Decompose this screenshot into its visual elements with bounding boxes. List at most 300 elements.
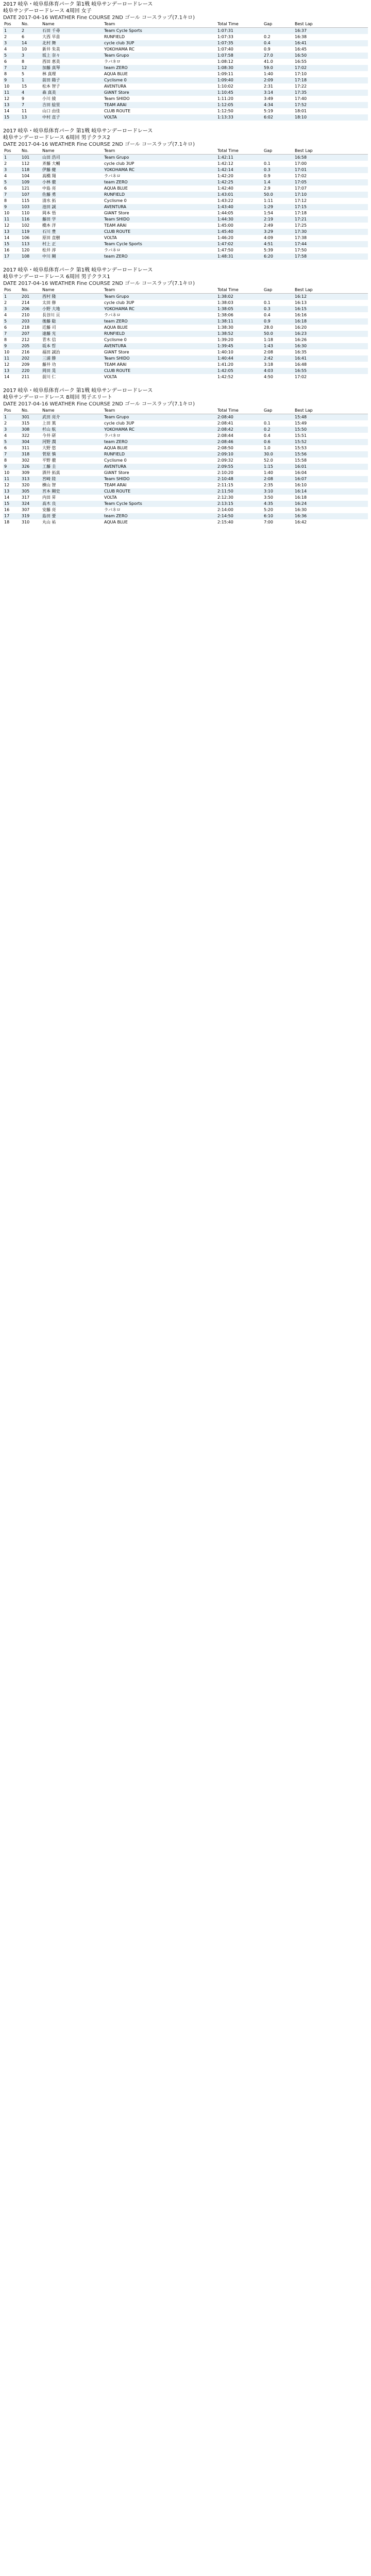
table-cell: 5 xyxy=(3,439,21,445)
race-meta: DATE 2017-04-16 WEATHER Fine COURSE 2ND ゴール コースラップ(7.1キロ) xyxy=(3,142,195,147)
table-cell: 17:50 xyxy=(294,247,368,253)
table-row xyxy=(3,198,368,204)
table-cell: 林 真理 xyxy=(41,71,103,77)
table-cell: 16:07 xyxy=(294,476,368,482)
table-cell: 1:09:40 xyxy=(216,77,263,83)
table-cell: 14 xyxy=(21,40,41,46)
table-cell: 前川 仁 xyxy=(41,374,103,380)
table-cell: 315 xyxy=(21,420,41,427)
results-page xyxy=(0,0,371,534)
table-cell: 9 xyxy=(21,96,41,102)
table-cell: 7 xyxy=(3,192,21,198)
table-cell: 1:45:00 xyxy=(216,223,263,229)
table-cell: 2 xyxy=(3,300,21,306)
table-row xyxy=(3,451,368,457)
table-cell: 大西 早苗 xyxy=(41,34,103,40)
table-row xyxy=(3,355,368,362)
table-row xyxy=(3,414,368,421)
table-cell: 2:19 xyxy=(263,216,294,223)
category-title: 岐阜サンデーロードレース 6周回 男子クラス1 xyxy=(3,274,110,280)
table-cell: cycle club 3UP xyxy=(103,40,216,46)
table-cell: 17:12 xyxy=(294,198,368,204)
column-header: Gap xyxy=(263,21,294,28)
table-cell: 313 xyxy=(21,476,41,482)
table-row xyxy=(3,40,368,46)
table-row xyxy=(3,501,368,507)
table-cell: AVENTURA xyxy=(103,83,216,90)
table-cell: 16:26 xyxy=(294,337,368,343)
table-cell: VOLTA xyxy=(103,114,216,121)
table-cell: 15 xyxy=(21,83,41,90)
table-cell: 1:38:52 xyxy=(216,331,263,337)
table-cell: 106 xyxy=(21,235,41,241)
table-cell: 220 xyxy=(21,368,41,374)
table-cell: 工藤 圭 xyxy=(41,464,103,470)
table-cell: 吉田 絵里 xyxy=(41,102,103,108)
column-header: Pos xyxy=(3,408,21,414)
table-row xyxy=(3,229,368,235)
table-row xyxy=(3,71,368,77)
table-cell: 112 xyxy=(21,161,41,167)
table-cell: 16:10 xyxy=(294,482,368,488)
table-cell: 108 xyxy=(21,253,41,260)
table-cell: 7:00 xyxy=(263,519,294,526)
column-header: Total Time xyxy=(216,287,263,294)
column-header: Best Lap xyxy=(294,408,368,414)
table-cell: 後藤 聡 xyxy=(41,318,103,325)
table-cell: 1:41:20 xyxy=(216,362,263,368)
table-cell: cycle club 3UP xyxy=(103,300,216,306)
table-cell: 6:10 xyxy=(263,513,294,519)
table-cell: 1:44:05 xyxy=(216,210,263,216)
table-cell: 7 xyxy=(3,451,21,457)
table-cell: 17:30 xyxy=(294,229,368,235)
table-cell: 2:10:20 xyxy=(216,470,263,476)
table-row xyxy=(3,362,368,368)
table-cell: 1:42:52 xyxy=(216,374,263,380)
table-cell: 斉藤 大輔 xyxy=(41,161,103,167)
table-cell: 16:13 xyxy=(294,300,368,306)
table-cell: 1:47:02 xyxy=(216,241,263,247)
table-cell: 15:48 xyxy=(294,414,368,421)
table-cell: AVENTURA xyxy=(103,204,216,210)
table-cell: 119 xyxy=(21,229,41,235)
table-cell: AVENTURA xyxy=(103,464,216,470)
table-cell: 河野 潤 xyxy=(41,439,103,445)
table-cell: 1:11:20 xyxy=(216,96,263,102)
table-cell: Team SHIDO xyxy=(103,476,216,482)
table-cell: 5 xyxy=(3,318,21,325)
table-cell: 0.4 xyxy=(263,40,294,46)
table-cell: 16 xyxy=(3,507,21,513)
table-cell: 4 xyxy=(21,90,41,96)
table-cell: 207 xyxy=(21,331,41,337)
table-cell: 1:39:20 xyxy=(216,337,263,343)
table-cell: 4 xyxy=(3,173,21,179)
table-cell: 2:08:40 xyxy=(216,414,263,421)
table-cell: Cyclisme 0 xyxy=(103,337,216,343)
table-cell: 2:08:50 xyxy=(216,445,263,451)
table-cell: 10 xyxy=(3,210,21,216)
table-cell: 0.1 xyxy=(263,161,294,167)
results-section xyxy=(3,128,368,260)
table-row xyxy=(3,114,368,121)
table-cell: 1:08:12 xyxy=(216,59,263,65)
table-row xyxy=(3,445,368,451)
table-cell: ラバネロ xyxy=(103,433,216,439)
table-cell: 1:09:11 xyxy=(216,71,263,77)
table-cell: VOLTA xyxy=(103,495,216,501)
table-cell: 50.0 xyxy=(263,331,294,337)
table-cell: 10 xyxy=(3,349,21,355)
table-cell: 1:42:14 xyxy=(216,167,263,173)
table-cell: Team Grupo xyxy=(103,155,216,161)
results-table xyxy=(3,408,368,526)
table-cell: 2:42 xyxy=(263,355,294,362)
table-cell: 2 xyxy=(3,34,21,40)
table-cell: RUNFIELD xyxy=(103,34,216,40)
table-header-row xyxy=(3,21,368,28)
table-cell: 4 xyxy=(3,312,21,318)
table-cell: 1:07:58 xyxy=(216,53,263,59)
table-cell: CLUB ROUTE xyxy=(103,488,216,495)
table-cell: 17 xyxy=(3,253,21,260)
table-cell: 16:04 xyxy=(294,470,368,476)
table-row xyxy=(3,318,368,325)
table-row xyxy=(3,343,368,349)
table-cell: 11 xyxy=(3,90,21,96)
table-cell: 104 xyxy=(21,173,41,179)
table-cell: 17:01 xyxy=(294,167,368,173)
table-cell: 中川 剛 xyxy=(41,253,103,260)
table-cell: 16:58 xyxy=(294,155,368,161)
table-cell: CLUB ROUTE xyxy=(103,229,216,235)
table-cell: 15:49 xyxy=(294,420,368,427)
table-cell: 17:02 xyxy=(294,65,368,71)
table-cell: 池田 誠 xyxy=(41,204,103,210)
column-header: Name xyxy=(41,287,103,294)
table-cell: GIANT Store xyxy=(103,470,216,476)
table-header-row xyxy=(3,408,368,414)
table-cell: 6 xyxy=(3,445,21,451)
table-cell: 6 xyxy=(3,325,21,331)
table-cell: 18 xyxy=(3,519,21,526)
table-cell: 1:10:02 xyxy=(216,83,263,90)
table-cell: 0.2 xyxy=(263,427,294,433)
table-cell: 今井 研 xyxy=(41,433,103,439)
table-cell: 212 xyxy=(21,337,41,343)
table-cell: 1:44:30 xyxy=(216,216,263,223)
table-row xyxy=(3,294,368,300)
table-cell: 坂上 奈々 xyxy=(41,53,103,59)
table-cell: 1:38:06 xyxy=(216,312,263,318)
table-row xyxy=(3,507,368,513)
table-cell: 322 xyxy=(21,433,41,439)
table-cell: 16:35 xyxy=(294,349,368,355)
table-cell: 13 xyxy=(3,102,21,108)
table-cell: 103 xyxy=(21,204,41,210)
table-cell: 1:46:20 xyxy=(216,235,263,241)
table-cell: 清水 拓 xyxy=(41,198,103,204)
table-cell: 5 xyxy=(3,179,21,185)
table-cell: VOLTA xyxy=(103,235,216,241)
table-cell: 3 xyxy=(3,306,21,312)
table-cell: 2:31 xyxy=(263,83,294,90)
table-cell: 西田 恵美 xyxy=(41,59,103,65)
table-cell: 山田 浩司 xyxy=(41,155,103,161)
table-cell: 0.9 xyxy=(263,173,294,179)
table-cell: 杉山 航 xyxy=(41,427,103,433)
table-cell: 2:12:30 xyxy=(216,495,263,501)
table-cell: 1.4 xyxy=(263,179,294,185)
table-cell: 1:29 xyxy=(263,204,294,210)
table-row xyxy=(3,325,368,331)
table-cell: 2:08:41 xyxy=(216,420,263,427)
column-header: Pos xyxy=(3,21,21,28)
table-cell: 2:14:00 xyxy=(216,507,263,513)
table-cell: 0.6 xyxy=(263,439,294,445)
table-cell: 11 xyxy=(3,476,21,482)
table-cell: 41.0 xyxy=(263,59,294,65)
table-row xyxy=(3,464,368,470)
table-row xyxy=(3,337,368,343)
table-cell: 203 xyxy=(21,318,41,325)
table-row xyxy=(3,241,368,247)
table-cell: CLUB ROUTE xyxy=(103,108,216,114)
table-cell: 1:11 xyxy=(263,198,294,204)
table-cell: 118 xyxy=(21,167,41,173)
table-cell: 小野 大地 xyxy=(41,306,103,312)
table-cell: 116 xyxy=(21,216,41,223)
table-row xyxy=(3,46,368,53)
results-section xyxy=(3,387,368,526)
table-row xyxy=(3,235,368,241)
table-cell: team ZERO xyxy=(103,65,216,71)
table-row xyxy=(3,247,368,253)
table-row xyxy=(3,253,368,260)
table-cell: CLUB ROUTE xyxy=(103,368,216,374)
table-cell: 近藤 司 xyxy=(41,325,103,331)
table-cell: 16:18 xyxy=(294,318,368,325)
table-cell: 13 xyxy=(3,368,21,374)
table-cell: Cyclisme 0 xyxy=(103,457,216,464)
table-cell: 16:50 xyxy=(294,53,368,59)
results-table xyxy=(3,21,368,121)
table-cell: 17:52 xyxy=(294,102,368,108)
table-cell: 平野 徹 xyxy=(41,457,103,464)
table-cell: 1:38:03 xyxy=(216,300,263,306)
table-cell: 6 xyxy=(3,59,21,65)
table-cell: 2:13:15 xyxy=(216,501,263,507)
table-cell: 0.2 xyxy=(263,34,294,40)
table-row xyxy=(3,185,368,192)
table-cell: TEAM ARAI xyxy=(103,102,216,108)
table-cell: AQUA BLUE xyxy=(103,71,216,77)
table-cell: 1:18 xyxy=(263,337,294,343)
table-cell: 18:01 xyxy=(294,108,368,114)
table-cell: 4:09 xyxy=(263,235,294,241)
table-row xyxy=(3,368,368,374)
column-header: Total Time xyxy=(216,408,263,414)
table-cell: 16:55 xyxy=(294,368,368,374)
table-cell: 2.9 xyxy=(263,185,294,192)
table-cell: 12 xyxy=(3,362,21,368)
table-cell: 18:10 xyxy=(294,114,368,121)
table-row xyxy=(3,433,368,439)
table-cell: 16:38 xyxy=(294,34,368,40)
table-cell: 1:54 xyxy=(263,210,294,216)
table-cell: 6:02 xyxy=(263,114,294,121)
table-row xyxy=(3,161,368,167)
column-header: Pos xyxy=(3,148,21,155)
table-cell: 1:42:12 xyxy=(216,161,263,167)
table-cell: Team SHIDO xyxy=(103,216,216,223)
column-header: Name xyxy=(41,148,103,155)
table-cell: 320 xyxy=(21,482,41,488)
table-cell: 1:40 xyxy=(263,71,294,77)
column-header: Best Lap xyxy=(294,21,368,28)
table-cell xyxy=(263,294,294,300)
table-cell: 2 xyxy=(3,161,21,167)
table-cell: cycle club 3UP xyxy=(103,420,216,427)
table-cell: ラバネロ xyxy=(103,507,216,513)
table-cell: 福田 誠治 xyxy=(41,349,103,355)
table-cell: 17:00 xyxy=(294,161,368,167)
table-cell: 17:18 xyxy=(294,77,368,83)
table-cell: 小川 綾 xyxy=(41,96,103,102)
table-cell: 2:14:50 xyxy=(216,513,263,519)
table-cell: 17:21 xyxy=(294,216,368,223)
table-cell: 1:13:33 xyxy=(216,114,263,121)
table-row xyxy=(3,108,368,114)
table-cell: 大野 悠 xyxy=(41,445,103,451)
table-cell: 4 xyxy=(3,46,21,53)
table-cell: 8 xyxy=(3,457,21,464)
column-header: Gap xyxy=(263,148,294,155)
table-cell: 205 xyxy=(21,343,41,349)
table-cell: 1:38:02 xyxy=(216,294,263,300)
table-cell: 2:08 xyxy=(263,349,294,355)
table-cell: 16:30 xyxy=(294,507,368,513)
table-cell: 209 xyxy=(21,362,41,368)
table-row xyxy=(3,349,368,355)
table-cell: 7 xyxy=(3,331,21,337)
table-cell: YOKOHAMA RC xyxy=(103,46,216,53)
table-cell: 5:19 xyxy=(263,108,294,114)
table-cell: TEAM ARAI xyxy=(103,482,216,488)
table-row xyxy=(3,210,368,216)
column-header: Gap xyxy=(263,408,294,414)
table-cell: 1:39:45 xyxy=(216,343,263,349)
table-cell: 1 xyxy=(3,155,21,161)
table-cell: 11 xyxy=(3,216,21,223)
table-cell: 28.0 xyxy=(263,325,294,331)
table-cell: 15 xyxy=(3,114,21,121)
table-cell: 伊藤 健 xyxy=(41,167,103,173)
table-cell: 内田 昇 xyxy=(41,495,103,501)
table-cell: 14 xyxy=(3,108,21,114)
table-cell: 4:50 xyxy=(263,374,294,380)
table-cell: 318 xyxy=(21,451,41,457)
table-cell: 武田 亮介 xyxy=(41,414,103,421)
table-cell: 0.4 xyxy=(263,312,294,318)
table-cell: 107 xyxy=(21,192,41,198)
table-cell: 27.0 xyxy=(263,53,294,59)
table-cell: 17:07 xyxy=(294,185,368,192)
table-cell: 16:48 xyxy=(294,362,368,368)
table-row xyxy=(3,216,368,223)
table-row xyxy=(3,476,368,482)
table-cell: 松本 智子 xyxy=(41,83,103,90)
race-meta: DATE 2017-04-16 WEATHER Fine COURSE 2ND ゴール コースラップ(7.1キロ) xyxy=(3,281,195,286)
table-cell: 高橋 翔 xyxy=(41,173,103,179)
table-cell: 50.0 xyxy=(263,192,294,198)
table-cell: 0.1 xyxy=(263,300,294,306)
table-cell: GIANT Store xyxy=(103,349,216,355)
table-row xyxy=(3,179,368,185)
table-cell: 16:16 xyxy=(294,312,368,318)
table-cell: 9 xyxy=(3,343,21,349)
table-cell: 4:34 xyxy=(263,102,294,108)
table-cell: 1:43:22 xyxy=(216,198,263,204)
table-cell: 1:15 xyxy=(263,464,294,470)
table-cell: 16:01 xyxy=(294,464,368,470)
table-cell: 17:02 xyxy=(294,374,368,380)
table-row xyxy=(3,83,368,90)
table-row xyxy=(3,77,368,83)
table-cell: 1:07:31 xyxy=(216,28,263,35)
table-cell: 2 xyxy=(3,420,21,427)
table-cell: 0.9 xyxy=(263,46,294,53)
table-cell: 0.3 xyxy=(263,306,294,312)
table-cell: 4:03 xyxy=(263,368,294,374)
table-cell: RUNFIELD xyxy=(103,331,216,337)
table-cell: 17:22 xyxy=(294,83,368,90)
results-table xyxy=(3,287,368,380)
table-cell: 2:11:15 xyxy=(216,482,263,488)
column-header: No. xyxy=(21,287,41,294)
table-cell: 12 xyxy=(21,65,41,71)
table-row xyxy=(3,173,368,179)
table-cell: 16:23 xyxy=(294,331,368,337)
table-cell: 115 xyxy=(21,198,41,204)
table-cell: TEAM ARAI xyxy=(103,223,216,229)
table-cell: Team SHIDO xyxy=(103,355,216,362)
table-cell: 3:49 xyxy=(263,96,294,102)
table-cell: 2:08:46 xyxy=(216,439,263,445)
table-cell xyxy=(263,414,294,421)
table-cell: 1:42:05 xyxy=(216,368,263,374)
table-cell: 16:12 xyxy=(294,294,368,300)
table-cell: 山口 由佳 xyxy=(41,108,103,114)
table-cell: RUNFIELD xyxy=(103,451,216,457)
table-cell: 3:18 xyxy=(263,362,294,368)
table-cell: 2:08 xyxy=(263,476,294,482)
table-cell: 新井 朱美 xyxy=(41,46,103,53)
table-cell: 202 xyxy=(21,355,41,362)
table-cell: ラバネロ xyxy=(103,312,216,318)
table-cell: 1:42:25 xyxy=(216,179,263,185)
table-cell: 長谷川 亘 xyxy=(41,312,103,318)
race-title: 2017 岐阜・岐阜県体育パーク 第1戦 岐阜サンデーロードレース xyxy=(3,128,153,134)
table-cell: 17 xyxy=(3,513,21,519)
table-cell: 9 xyxy=(3,204,21,210)
table-row xyxy=(3,34,368,40)
table-cell: 上田 篤 xyxy=(41,420,103,427)
table-cell: 3:29 xyxy=(263,229,294,235)
table-cell: 101 xyxy=(21,155,41,161)
table-cell: 201 xyxy=(21,294,41,300)
